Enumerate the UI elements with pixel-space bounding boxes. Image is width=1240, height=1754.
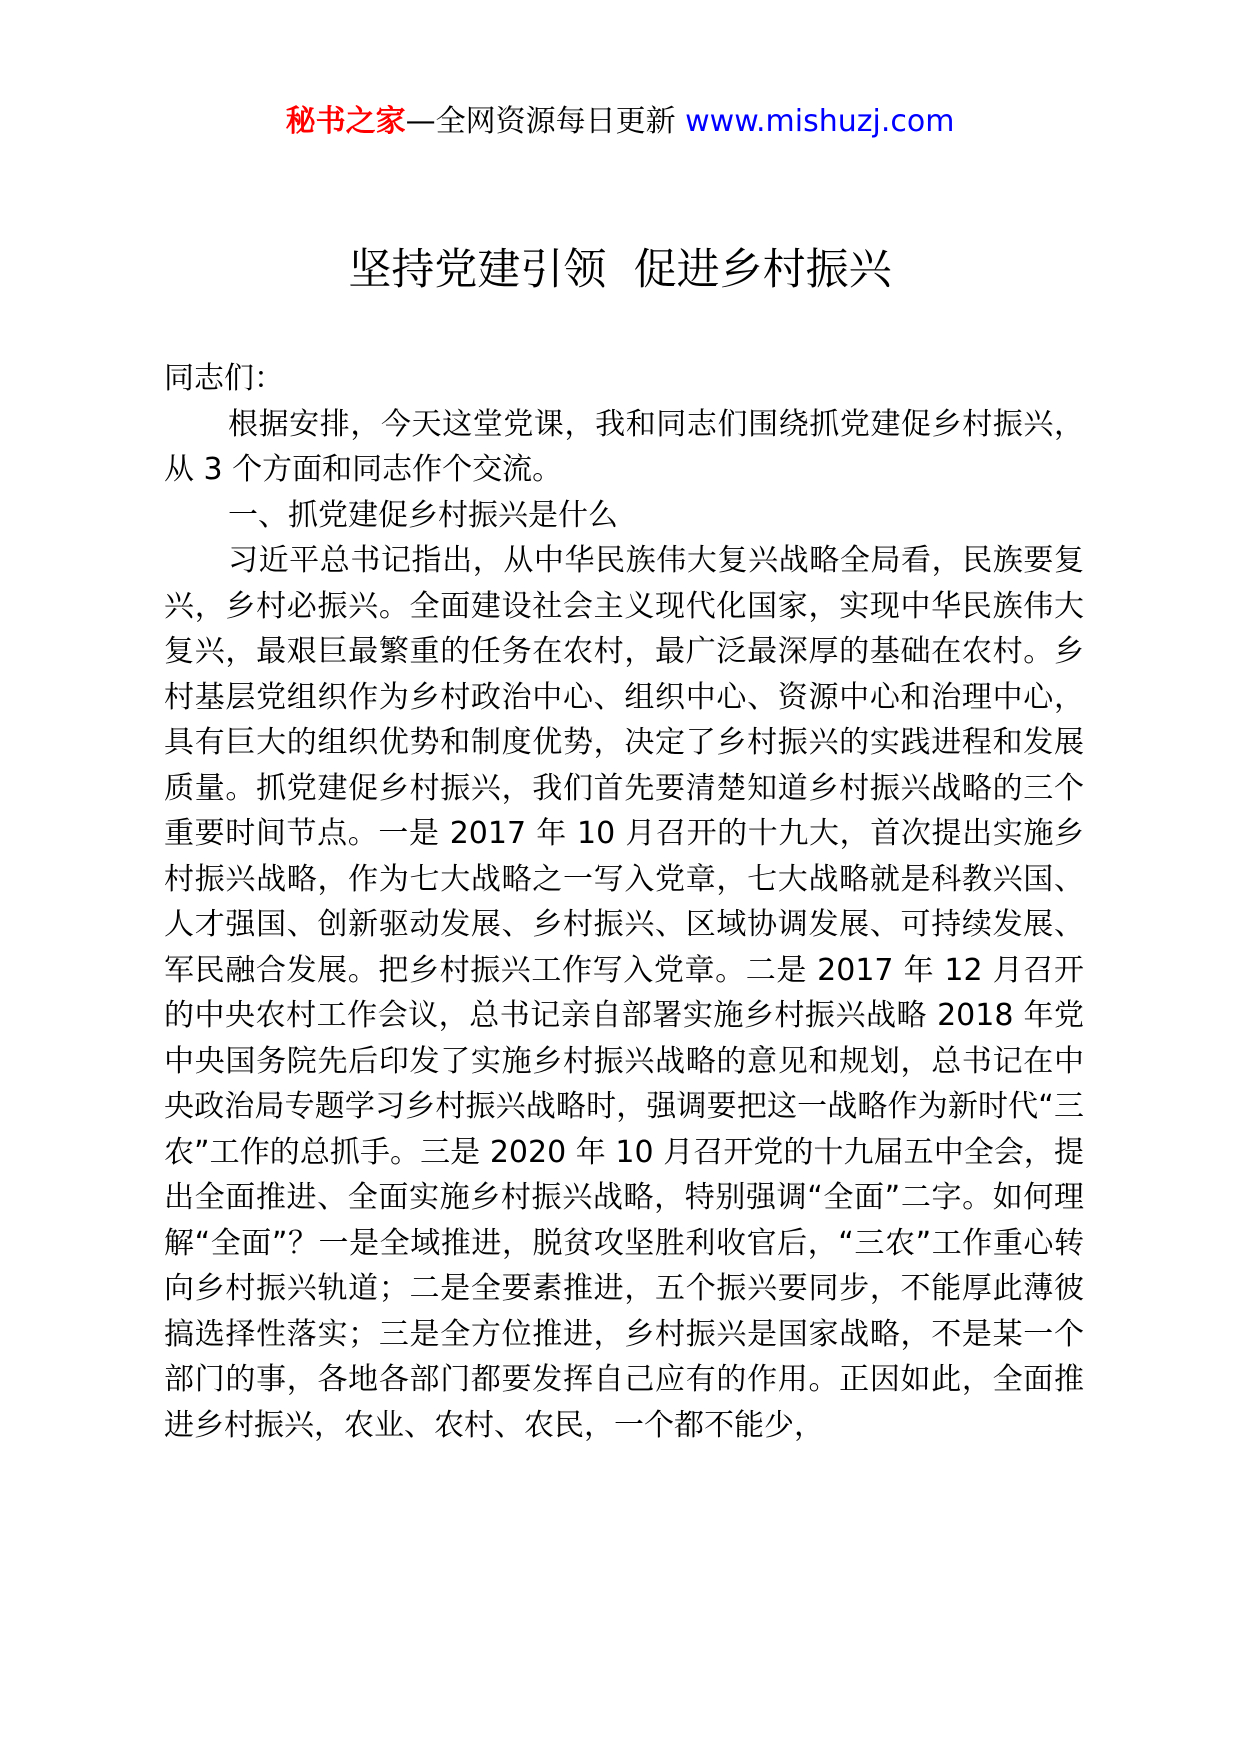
site-url-link[interactable]: www.mishuzj.com	[685, 104, 955, 139]
site-header	[0, 100, 1240, 144]
paragraph-intro: 根据安排，今天这堂党课，我和同志们围绕抓党建促乡村振兴，从 3 个方面和同志作个交流。	[164, 406, 1084, 487]
paragraph-body: 习近平总书记指出，从中华民族伟大复兴战略全局看，民族要复兴，乡村必振兴。全面建设社会主义现代化国家，实现中华民族伟大复兴，最艰巨最繁重的任务在农村，最广泛最深厚的基础在农村。乡村基层党组织作为乡村政治中心、组织中心、资源中心和治理中心，具有巨大的组织优势和制度优势，决定了乡村振兴的实践进程和发展质量。抓党建促乡村振兴，我们首先要清楚知道乡村振兴战略的三个重要时间节点。一是 2017 年 10 月召开的十九大，首次提出实施乡村振兴战略，作为七大战略之一写入党章，七大战略就是科教兴国、人才强国、创新驱动发展、乡村振兴、区域协调发展、可持续发展、军民融合发展。把乡村振兴工作写入党章。二是 2017 年 12 月召开的中央农村工作会议，总书记亲自部署实施乡村振兴战略 2018 年党中央国务院先后印发了实施乡村振兴战略的意见和规划，总书记在中央政治局专题学习乡村振兴战略时，强调要把这一战略作为新时代“三农”工作的总抓手。三是 2020 年 10 月召开党的十九届五中全会，提出全面推进、全面实施乡村振兴战略，特别强调“全面”二字。如何理解“全面”？一是全域推进，脱贫攻坚胜利收官后，“三农”工作重心转向乡村振兴轨道；二是全要素推进，五个振兴要同步，不能厚此薄彼搞选择性落实；三是全方位推进，乡村振兴是国家战略，不是某一个部门的事，各地各部门都要发挥自己应有的作用。正因如此，全面推进乡村振兴，农业、农村、农民，一个都不能少，	[164, 543, 1084, 1443]
site-brand: 秘书之家	[285, 104, 406, 139]
document-body	[164, 356, 1084, 1448]
salutation: 同志们：	[164, 361, 284, 396]
document-title: 坚持党建引领 促进乡村振兴	[348, 245, 892, 295]
section-heading-1: 一、抓党建促乡村振兴是什么	[228, 497, 618, 533]
site-tagline: —全网资源每日更新	[405, 104, 686, 139]
